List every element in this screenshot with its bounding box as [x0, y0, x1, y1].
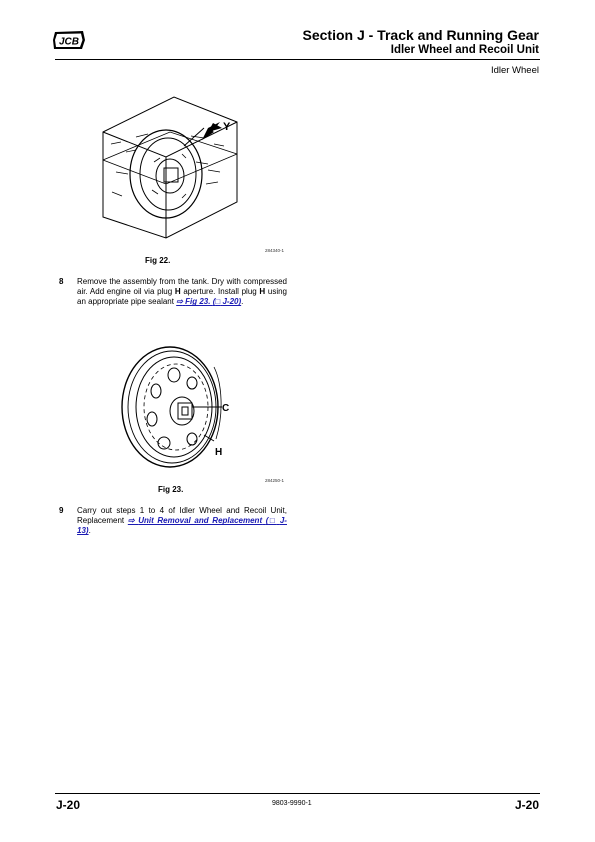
page-ref-icon: □ [215, 297, 221, 307]
subsection-title: Idler Wheel and Recoil Unit [390, 44, 539, 56]
fig-23-link[interactable]: ⇨ Fig 23. (□ J-20) [176, 297, 242, 307]
step-8-text: Remove the assembly from the tank. Dry with compressed air. Add engine oil via plug H aperture. Install plug H using an appropriate pipe sealant ⇨ Fig 23. (□ J-20). [77, 277, 288, 307]
topic-heading: Idler Wheel [490, 65, 539, 76]
page-number-left: J-20 [56, 798, 81, 812]
step-9-text: Carry out steps 1 to 4 of Idler Wheel and Recoil Unit, Replacement ⇨ Unit Removal and Replacement (□ J-13). [77, 506, 287, 536]
step-8-number: 8 [59, 277, 64, 286]
callout-h: H [215, 447, 223, 458]
figure-22-caption: Fig 22. [145, 256, 171, 265]
step-9-number: 9 [59, 506, 64, 515]
svg-text:JCB: JCB [58, 36, 80, 48]
figure-22-code: 284340-1 [265, 248, 285, 253]
jcb-logo [52, 30, 86, 50]
section-title: Section J - Track and Running Gear [302, 27, 539, 43]
figure-23-code: 284250-1 [265, 478, 285, 483]
header-rule [55, 59, 540, 60]
page-number-right: J-20 [514, 798, 539, 812]
figure-22-tank-illustration [96, 92, 242, 242]
unit-removal-link[interactable]: ⇨ Unit Removal and Replacement (□ J-13) [77, 516, 287, 536]
document-number: 9803-9990-1 [272, 800, 312, 807]
figure-23-wheel-illustration [118, 343, 230, 473]
callout-c: C [222, 403, 230, 414]
page-ref-icon: □ [268, 516, 277, 526]
figure-23-caption: Fig 23. [158, 485, 184, 494]
footer-rule [55, 793, 540, 794]
callout-y: Y [223, 121, 231, 133]
